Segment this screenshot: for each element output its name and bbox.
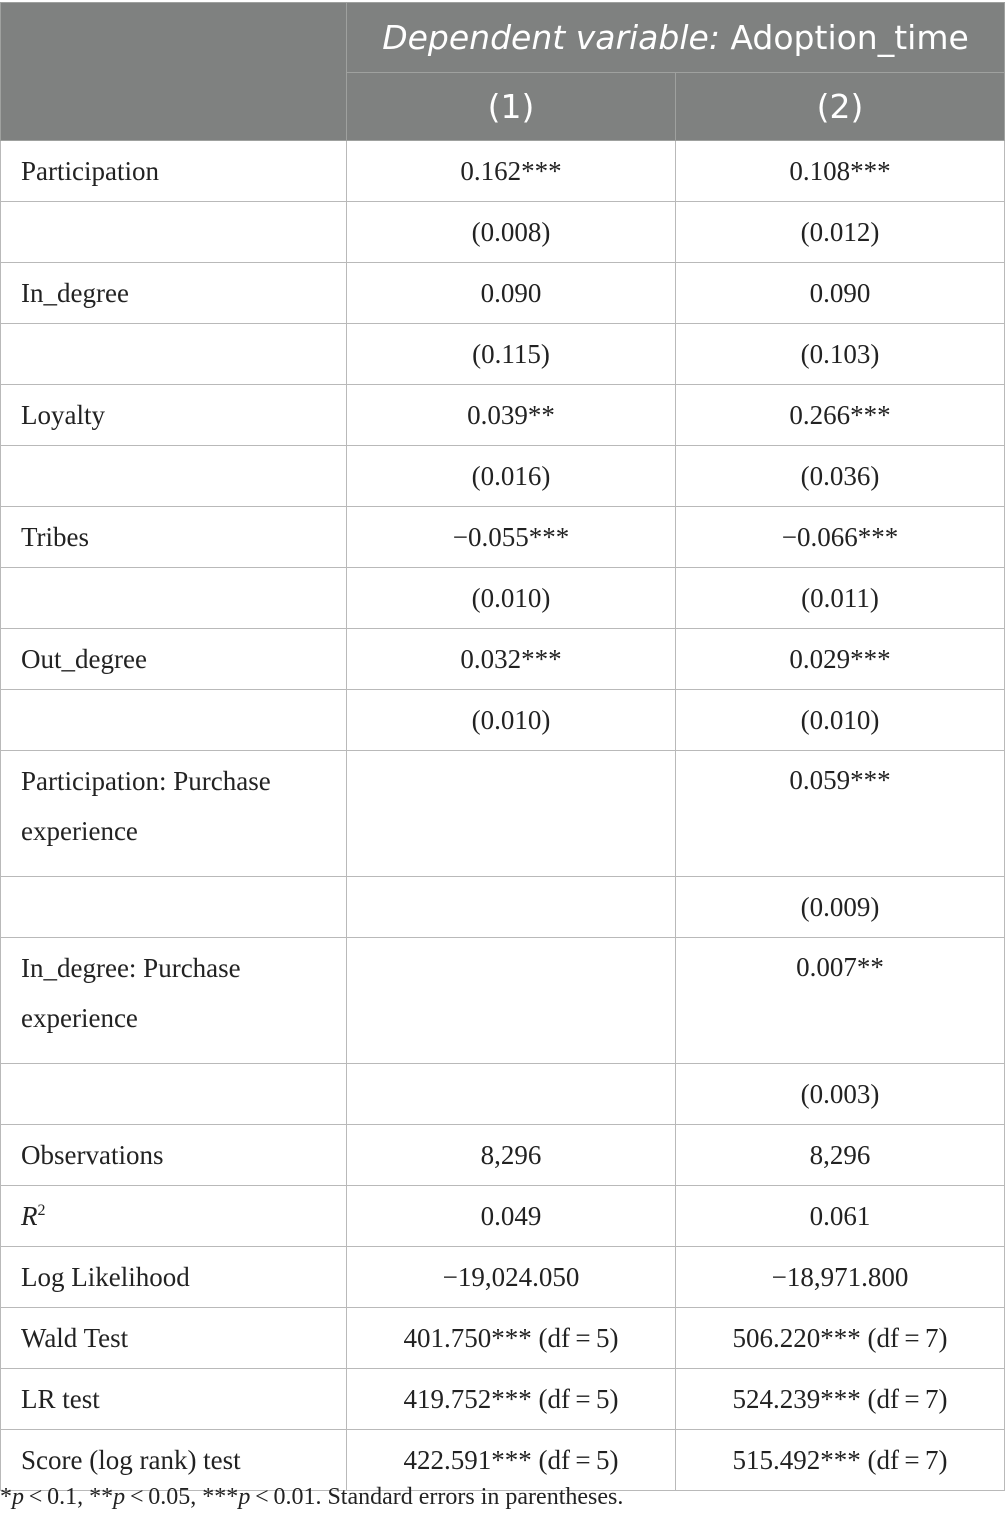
footnote-text: < 0.05, *** bbox=[125, 1484, 239, 1510]
r-squared-symbol: R bbox=[21, 1200, 38, 1231]
row-label: Tribes bbox=[1, 507, 347, 568]
model-1-value: 8,296 bbox=[347, 1125, 676, 1186]
column-header-1: (1) bbox=[347, 73, 676, 141]
row-label bbox=[1, 324, 347, 385]
model-1-value bbox=[347, 938, 676, 1064]
row-label: Participation bbox=[1, 141, 347, 202]
row-label: Observations bbox=[1, 1125, 347, 1186]
model-1-value: 401.750*** (df = 5) bbox=[347, 1308, 676, 1369]
model-1-value bbox=[347, 877, 676, 938]
row-label: In_degree bbox=[1, 263, 347, 324]
footnote-text: < 0.1, ** bbox=[24, 1484, 114, 1510]
model-2-value: (0.009) bbox=[676, 877, 1005, 938]
row-label bbox=[1, 568, 347, 629]
row-label: Log Likelihood bbox=[1, 1247, 347, 1308]
table-row bbox=[1, 568, 1005, 629]
table-row bbox=[1, 1247, 1005, 1308]
model-1-value: 0.090 bbox=[347, 263, 676, 324]
model-2-value: (0.103) bbox=[676, 324, 1005, 385]
table-row bbox=[1, 751, 1005, 877]
model-2-value: (0.011) bbox=[676, 568, 1005, 629]
table-header bbox=[1, 3, 1005, 141]
model-2-value: 524.239*** (df = 7) bbox=[676, 1369, 1005, 1430]
model-1-value: 0.032*** bbox=[347, 629, 676, 690]
model-2-value: (0.003) bbox=[676, 1064, 1005, 1125]
table-row bbox=[1, 263, 1005, 324]
model-1-value: 422.591*** (df = 5) bbox=[347, 1430, 676, 1491]
model-1-value: 419.752*** (df = 5) bbox=[347, 1369, 676, 1430]
model-1-value bbox=[347, 751, 676, 877]
model-2-value: 8,296 bbox=[676, 1125, 1005, 1186]
table-body bbox=[1, 141, 1005, 1491]
regression-table bbox=[0, 2, 1005, 1491]
table-row bbox=[1, 446, 1005, 507]
column-header-2: (2) bbox=[676, 73, 1005, 141]
footnote-p-symbol: p bbox=[238, 1484, 251, 1510]
row-label: Out_degree bbox=[1, 629, 347, 690]
dependent-variable-name: Adoption_time bbox=[719, 18, 969, 57]
model-1-value: −19,024.050 bbox=[347, 1247, 676, 1308]
row-label bbox=[1, 690, 347, 751]
table-row bbox=[1, 1125, 1005, 1186]
table-row bbox=[1, 385, 1005, 446]
table-footnote bbox=[0, 1484, 623, 1511]
model-1-value: (0.008) bbox=[347, 202, 676, 263]
model-2-value: 0.108*** bbox=[676, 141, 1005, 202]
model-2-value: 515.492*** (df = 7) bbox=[676, 1430, 1005, 1491]
table-row bbox=[1, 1308, 1005, 1369]
table-row bbox=[1, 202, 1005, 263]
header-blank-cell bbox=[1, 3, 347, 141]
model-1-value: 0.039** bbox=[347, 385, 676, 446]
footnote-p-symbol: p bbox=[12, 1484, 24, 1510]
footnote-text: < 0.01. Standard errors in parentheses. bbox=[250, 1484, 624, 1510]
table-row bbox=[1, 938, 1005, 1064]
table-row bbox=[1, 1369, 1005, 1430]
r-squared-exponent: 2 bbox=[37, 1201, 46, 1219]
footnote-p-symbol: p bbox=[113, 1484, 126, 1510]
table-row bbox=[1, 1064, 1005, 1125]
row-label: Wald Test bbox=[1, 1308, 347, 1369]
row-label bbox=[1, 202, 347, 263]
row-label bbox=[1, 446, 347, 507]
model-1-value: (0.010) bbox=[347, 568, 676, 629]
table-row bbox=[1, 1186, 1005, 1247]
row-label: Score (log rank) test bbox=[1, 1430, 347, 1491]
row-label: Loyalty bbox=[1, 385, 347, 446]
table-row bbox=[1, 1430, 1005, 1491]
model-2-value: 0.007** bbox=[676, 938, 1005, 1064]
model-2-value: 0.090 bbox=[676, 263, 1005, 324]
row-label: In_degree: Purchase experience bbox=[1, 938, 347, 1064]
row-label: LR test bbox=[1, 1369, 347, 1430]
model-2-value: (0.036) bbox=[676, 446, 1005, 507]
model-2-value: 0.061 bbox=[676, 1186, 1005, 1247]
row-label bbox=[1, 1186, 347, 1247]
table-row bbox=[1, 629, 1005, 690]
table-row bbox=[1, 690, 1005, 751]
table-row bbox=[1, 877, 1005, 938]
model-2-value: 506.220*** (df = 7) bbox=[676, 1308, 1005, 1369]
dependent-variable-header bbox=[347, 3, 1005, 73]
model-1-value: (0.016) bbox=[347, 446, 676, 507]
model-2-value: 0.059*** bbox=[676, 751, 1005, 877]
row-label bbox=[1, 877, 347, 938]
footnote-star: * bbox=[0, 1484, 12, 1510]
table-row bbox=[1, 507, 1005, 568]
model-2-value: (0.010) bbox=[676, 690, 1005, 751]
dependent-variable-prefix: Dependent variable: bbox=[382, 18, 720, 57]
row-label: Participation: Purchase experience bbox=[1, 751, 347, 877]
model-1-value: (0.010) bbox=[347, 690, 676, 751]
table-row bbox=[1, 324, 1005, 385]
model-2-value: 0.029*** bbox=[676, 629, 1005, 690]
model-1-value: 0.049 bbox=[347, 1186, 676, 1247]
model-1-value: −0.055*** bbox=[347, 507, 676, 568]
model-1-value bbox=[347, 1064, 676, 1125]
model-2-value: −0.066*** bbox=[676, 507, 1005, 568]
model-2-value: −18,971.800 bbox=[676, 1247, 1005, 1308]
model-2-value: (0.012) bbox=[676, 202, 1005, 263]
model-1-value: 0.162*** bbox=[347, 141, 676, 202]
model-1-value: (0.115) bbox=[347, 324, 676, 385]
model-2-value: 0.266*** bbox=[676, 385, 1005, 446]
row-label bbox=[1, 1064, 347, 1125]
table-row bbox=[1, 141, 1005, 202]
